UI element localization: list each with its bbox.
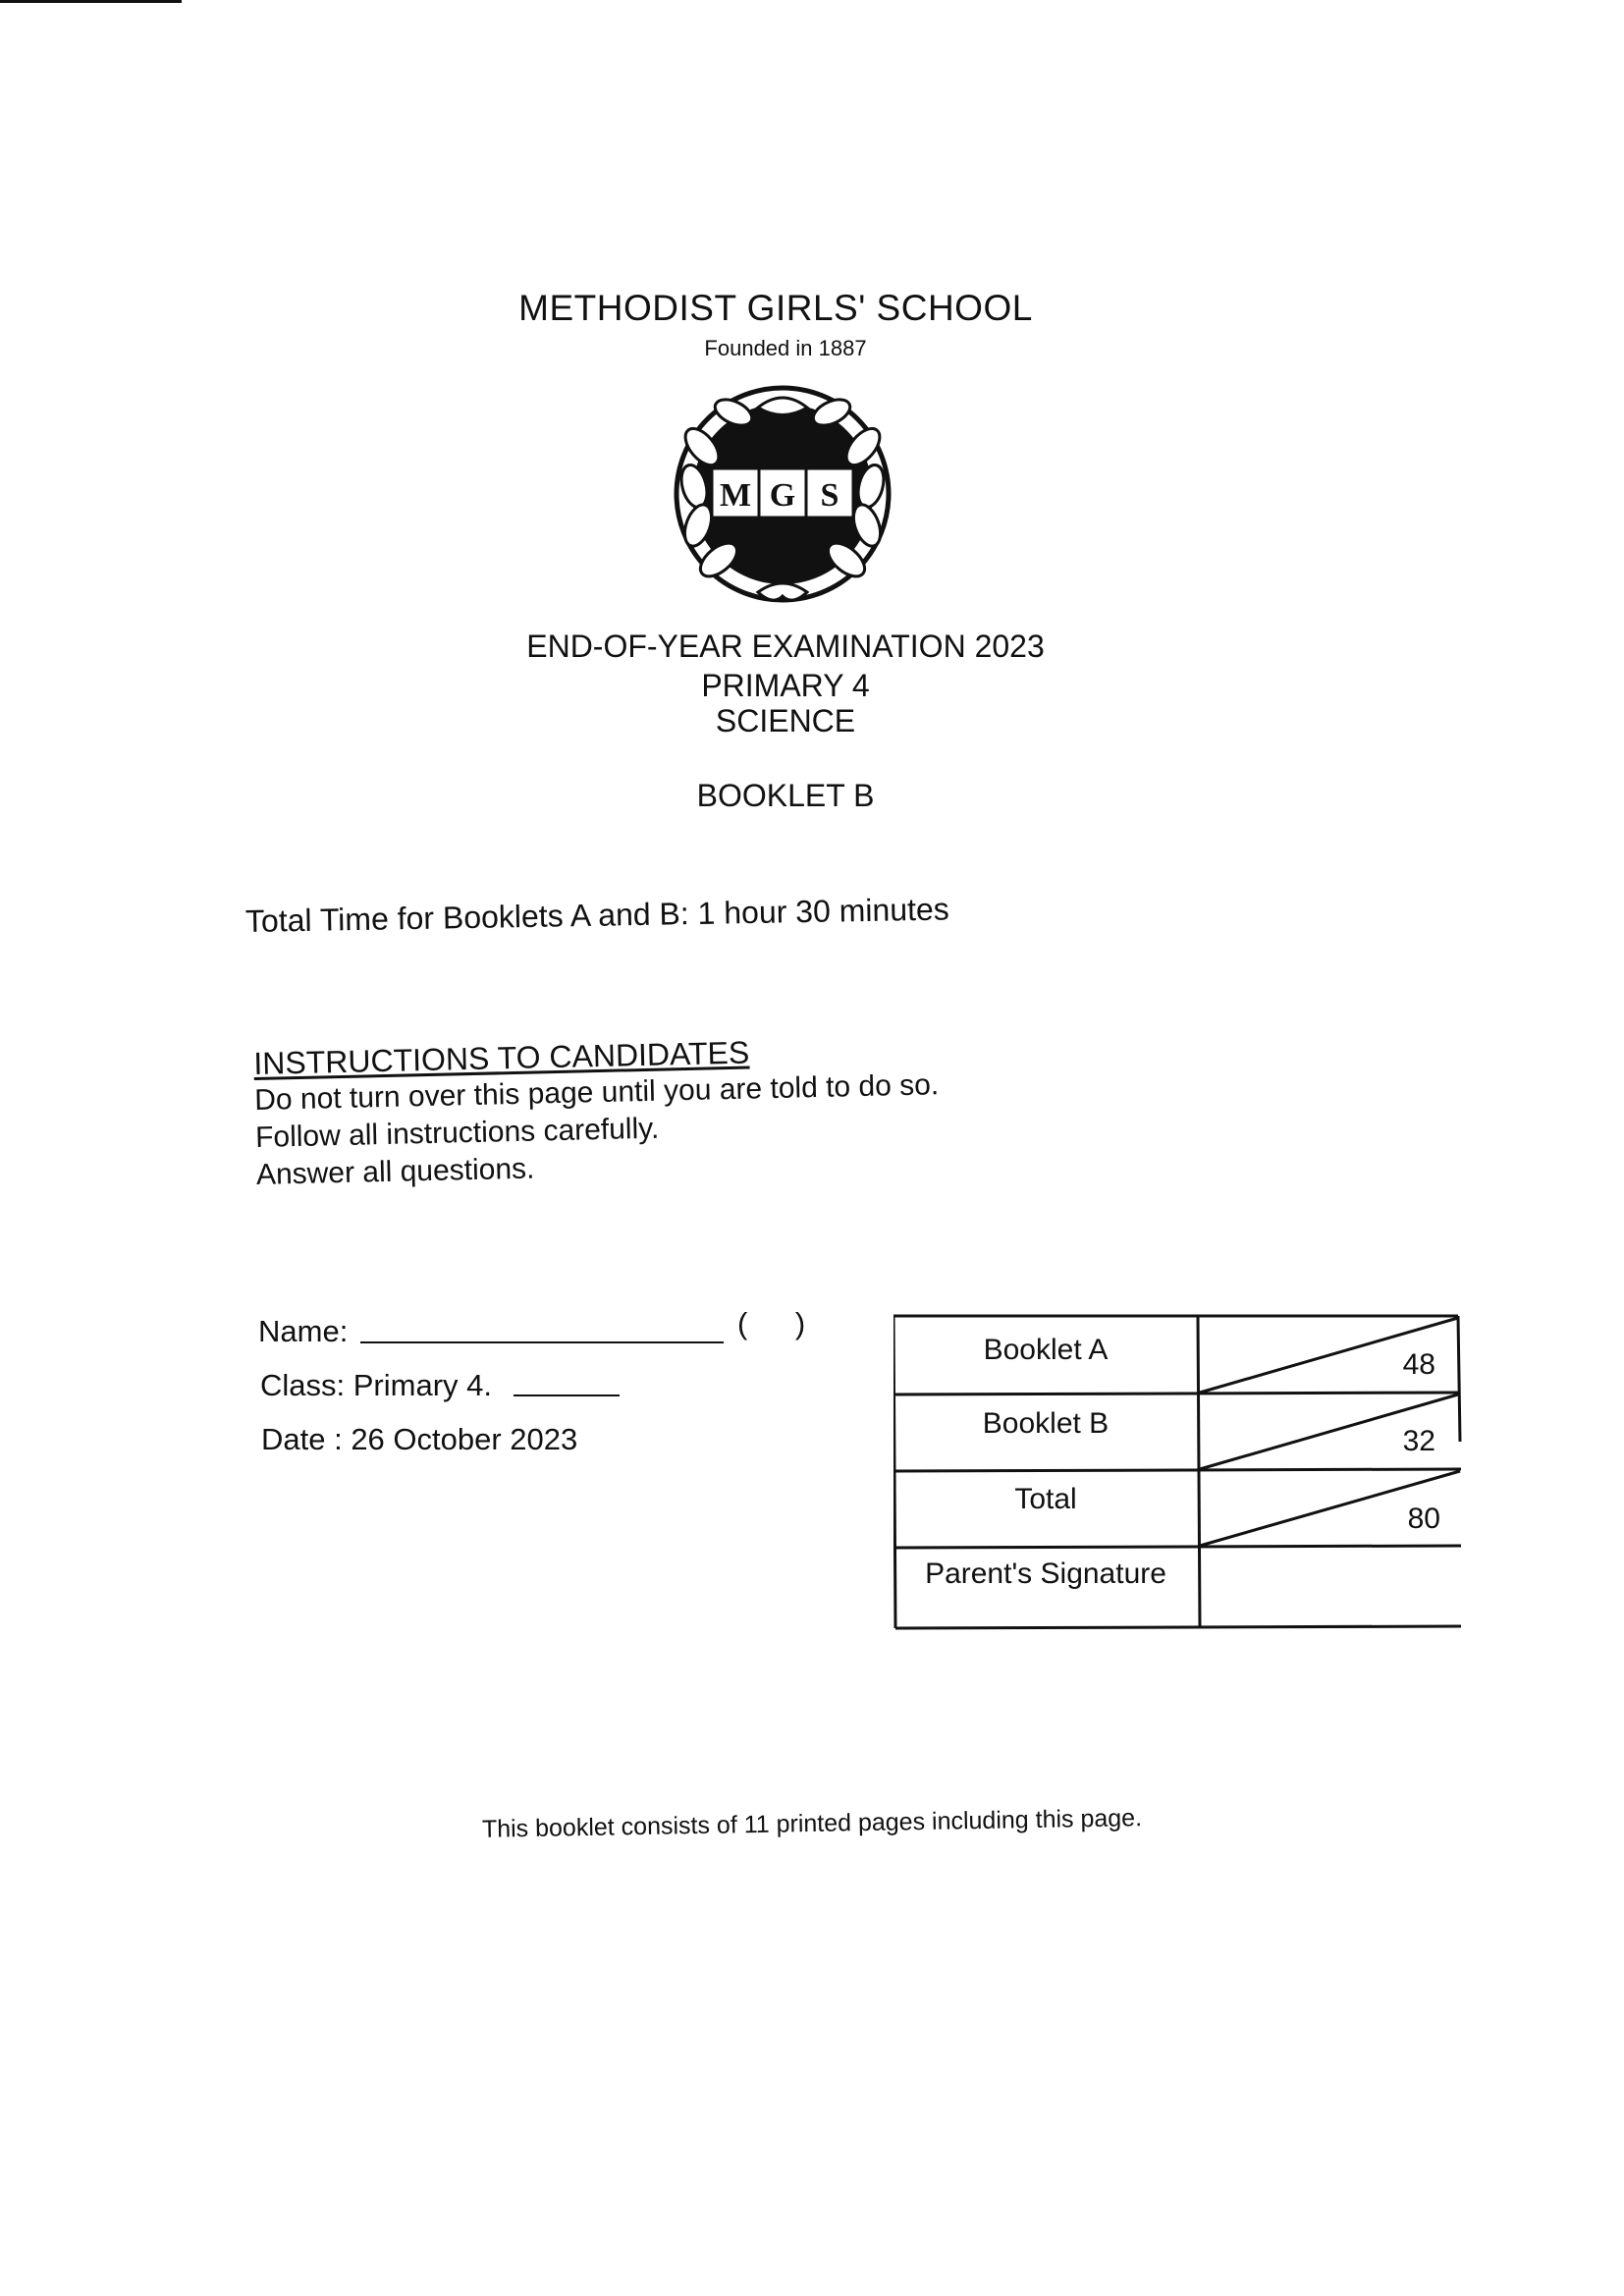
school-crest-logo [665,378,900,614]
exam-subject: SCIENCE [715,703,856,738]
svg-text:M: M [719,477,752,514]
exam-level: PRIMARY 4 [701,668,870,703]
booklet-label: BOOKLET B [696,778,875,813]
name-label: Name: [258,1314,349,1348]
exam-title: END-OF-YEAR EXAMINATION 2023 [526,629,1045,664]
instruction-line: Answer all questions. [255,1152,535,1191]
scan-edge-line [0,0,182,3]
booklet-a-max-score: 48 [1402,1348,1435,1381]
instructions-heading: INSTRUCTIONS TO CANDIDATES [253,1034,750,1081]
instruction-line: Follow all instructions carefully. [254,1112,660,1154]
instruction-line: Do not turn over this page until you are told to do so. [253,1068,940,1117]
svg-text:G: G [769,477,796,514]
page-count-note: This booklet consists of 11 printed pages including this page. [481,1804,1143,1843]
class-label: Class: Primary 4. [260,1368,492,1402]
booklet-a-label: Booklet A [983,1334,1109,1366]
booklet-b-label: Booklet B [982,1407,1110,1440]
booklet-b-max-score: 32 [1402,1425,1435,1457]
total-label: Total [1014,1483,1077,1515]
index-number-field[interactable]: ( ) [737,1306,826,1340]
time-allowed: Total Time for Booklets A and B: 1 hour 30 minutes [244,891,950,939]
school-name: METHODIST GIRLS' SCHOOL [518,288,1033,328]
parent-signature-field[interactable] [1202,1550,1457,1624]
score-table [893,1314,1463,1630]
total-max-score: 80 [1407,1503,1440,1535]
parent-signature-label: Parent's Signature [925,1558,1166,1590]
svg-text:S: S [820,477,839,514]
name-field[interactable] [360,1341,724,1343]
instructions-section [253,1030,941,1194]
class-field[interactable] [514,1394,620,1396]
exam-date: Date : 26 October 2023 [261,1422,578,1456]
founded-year: Founded in 1887 [704,336,867,360]
